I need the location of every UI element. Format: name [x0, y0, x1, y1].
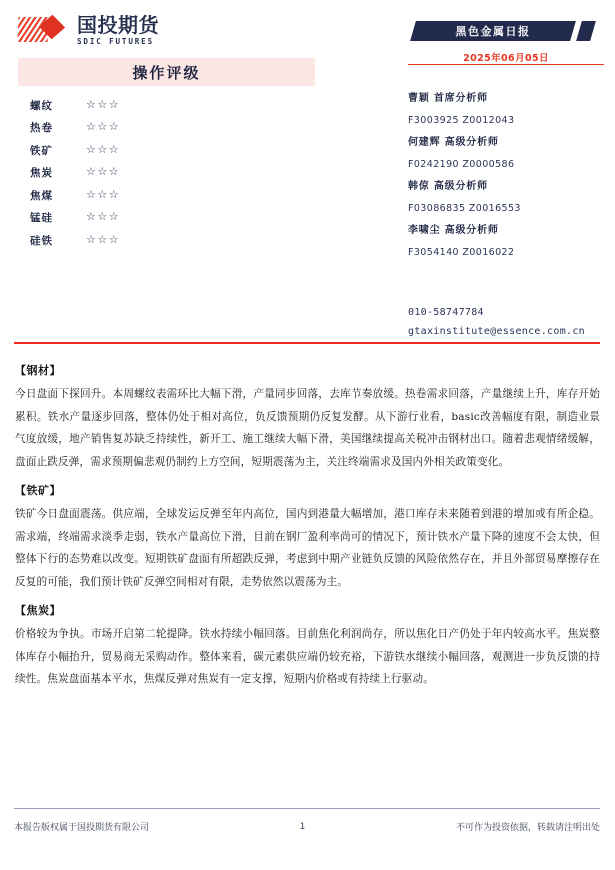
- rating-stars-icon: ☆☆☆: [86, 143, 121, 156]
- report-date: 2025年06月05日: [463, 53, 549, 64]
- analyst-name: 韩倞 高级分析师: [408, 181, 488, 192]
- section-steel: [15, 360, 600, 473]
- analyst-license-codes: F0242190 Z0000586: [408, 159, 515, 170]
- contact-block: [408, 303, 615, 341]
- rating-label: 锰硅: [30, 212, 53, 225]
- rating-label: 焦煤: [30, 189, 53, 202]
- section-title: 【铁矿】: [15, 484, 61, 497]
- section-title: 【钢材】: [15, 364, 61, 377]
- report-footer: [14, 820, 600, 833]
- contact-phone: 010-58747784: [408, 307, 484, 318]
- section-coke: [15, 600, 600, 691]
- rating-stars-icon: ☆☆☆: [86, 211, 121, 224]
- rating-row: [18, 184, 318, 207]
- contact-email[interactable]: gtaxinstitute@essence.com.cn: [408, 326, 585, 337]
- ratings-title-banner: [18, 58, 315, 86]
- analyst-license-codes: F3054140 Z0016022: [408, 247, 515, 258]
- section-paragraph: 今日盘面下探回升。本周螺纹表需环比大幅下滑，产量同步回落，去库节奏放缓。热卷需求回落，产量继续上升，库存开始累积。铁水产量逐步回落，整体仍处于相对高位，负反馈预期仍反复发酵。从下游行业看，basic改善幅度有限，制造业景气度放缓，地产销售复苏缺乏持续性，新开工、施工继续大幅下滑，美国继续提高关税冲击钢材出口。随着悲观情绪缓解，盘面止跌反弹，需求预期偏悲观仍制约上方空间，短期震荡为主，关注终端需求及国内外相关政策变化。: [15, 388, 600, 468]
- company-name-cn: 国投期货: [77, 13, 159, 37]
- rating-row: [18, 229, 318, 252]
- rating-stars-icon: ☆☆☆: [86, 233, 121, 246]
- analyst-name: 何建辉 高级分析师: [408, 137, 499, 148]
- rating-label: 热卷: [30, 122, 53, 135]
- rating-stars-icon: ☆☆☆: [86, 98, 121, 111]
- section-iron-ore: [15, 480, 600, 593]
- analyst-name: 李啸尘 高级分析师: [408, 225, 499, 236]
- rating-row: [18, 162, 318, 185]
- rating-row: [18, 117, 318, 140]
- footer-divider: [14, 808, 600, 809]
- report-body: [15, 360, 600, 698]
- date-divider: [408, 64, 604, 65]
- analyst-list: [408, 88, 614, 264]
- company-name-en: SDIC FUTURES: [77, 37, 154, 46]
- analyst-name: 曹颖 首席分析师: [408, 93, 488, 104]
- section-paragraph: 铁矿今日盘面震荡。供应端，全球发运反弹至年内高位，国内到港量大幅增加，港口库存未来随着到港的增加或有所企稳。需求端，终端需求淡季走弱，铁水产量高位下滑，目前在钢厂盈利率尚可的情况下，预计铁水产量下降的速度不会太快，但整体下行的态势难以改变。短期铁矿盘面有所超跌反弹，考虑到中期产业链负反馈的风险依然存在，并且外部贸易摩擦存在反复的可能，我们预计铁矿反弹空间相对有限，走势依然以震荡为主。: [15, 508, 600, 588]
- logo-wordmark: [77, 15, 159, 46]
- footer-copyright: 本报告版权属于国投期货有限公司: [14, 823, 150, 833]
- rating-stars-icon: ☆☆☆: [86, 188, 121, 201]
- rating-row: [18, 139, 318, 162]
- rating-row: [18, 94, 318, 117]
- header-divider: [14, 342, 600, 344]
- ratings-list: [18, 94, 318, 252]
- report-header: [0, 0, 615, 345]
- rating-label: 焦炭: [30, 167, 53, 180]
- analyst-license-codes: F03086835 Z0016553: [408, 203, 521, 214]
- rating-row: [18, 207, 318, 230]
- rating-label: 螺纹: [30, 99, 53, 112]
- analyst-license-codes: F3003925 Z0012043: [408, 115, 515, 126]
- rating-label: 铁矿: [30, 144, 53, 157]
- footer-disclaimer: 不可作为投资依据，转载请注明出处: [455, 823, 600, 833]
- rating-stars-icon: ☆☆☆: [86, 121, 121, 134]
- rating-stars-icon: ☆☆☆: [86, 166, 121, 179]
- logo-mark-icon: [18, 14, 70, 44]
- company-logo: [18, 14, 159, 46]
- report-type-title: 黑色金属日报: [455, 25, 531, 38]
- section-title: 【焦炭】: [15, 604, 61, 617]
- banner-tip-shape: [576, 21, 596, 41]
- section-paragraph: 价格较为争执。市场开启第二轮提降。铁水持续小幅回落。目前焦化利润尚存，所以焦化日产仍处于年内较高水平。焦炭整体库存小幅抬升，贸易商无采购动作。整体来看，碳元素供应端仍较充裕，下游铁水继续小幅回落，观测进一步负反馈的持续性。焦炭盘面基本平水，焦煤反弹对焦炭有一定支撑，短期内价格或有持续上行驱动。: [15, 628, 600, 685]
- report-type-banner: [413, 21, 603, 41]
- rating-label: 硅铁: [30, 234, 53, 247]
- ratings-title: 操作评级: [132, 63, 201, 82]
- page-number: 1: [299, 821, 306, 832]
